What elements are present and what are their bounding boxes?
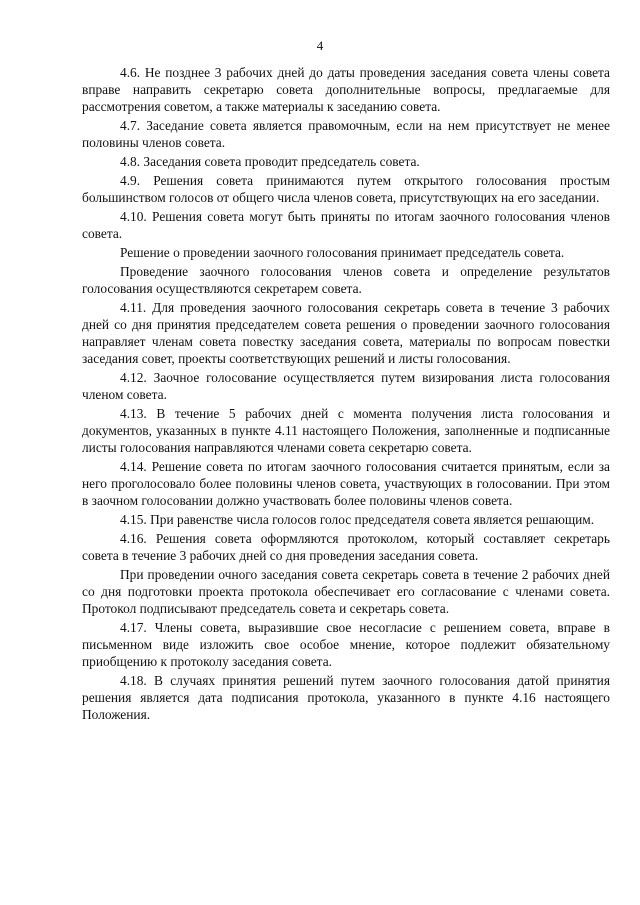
- paragraph-4-10: 4.10. Решения совета могут быть приняты по итогам заочного голосования членов совета.: [82, 209, 610, 241]
- paragraph-4-15: 4.15. При равенстве числа голосов голос председателя совета является решающим.: [120, 512, 595, 527]
- paragraph-4-8: 4.8. Заседания совета проводит председатель совета.: [120, 154, 420, 169]
- page-number: 4: [316, 38, 324, 53]
- paragraph-4-13: 4.13. В течение 5 рабочих дней с момента получения листа голосования и документов, указанных в пункте 4.11 настоящего Положения, заполненные и подписанные листы голосования направляются членами совета секретарю совета.: [82, 406, 610, 455]
- paragraph-4-14: 4.14. Решение совета по итогам заочного голосования считается принятым, если за него проголосовало более половины членов совета, участвующих в голосовании. При этом в заочном голосовании должно участвовать более половины членов совета.: [82, 459, 610, 508]
- paragraph-4-9: 4.9. Решения совета принимаются путем открытого голосования простым большинством голосов от общего числа членов совета, присутствующих на его заседании.: [82, 173, 610, 205]
- paragraph-4-10-decision: Решение о проведении заочного голосования принимает председатель совета.: [120, 245, 565, 260]
- paragraph-4-16: 4.16. Решения совета оформляются протоколом, который составляет секретарь совета в течение 3 рабочих дней со дня проведения заседания совета.: [82, 531, 610, 563]
- paragraph-4-7: 4.7. Заседание совета является правомочным, если на нем присутствует не менее половины членов совета.: [82, 118, 610, 150]
- document-body: [82, 64, 610, 725]
- paragraph-4-18: 4.18. В случаях принятия решений путем заочного голосования датой принятия решения является дата подписания протокола, указанного в пункте 4.16 настоящего Положения.: [82, 673, 610, 722]
- paragraph-4-16-approval: При проведении очного заседания совета секретарь совета в течение 2 рабочих дней со дня подготовки проекта протокола обеспечивает его согласование с членами совета. Протокол подписывают председатель совета и секретарь совета.: [82, 567, 610, 616]
- paragraph-4-10-conduct: Проведение заочного голосования членов совета и определение результатов голосования осуществляются секретарем совета.: [82, 264, 610, 296]
- paragraph-4-12: 4.12. Заочное голосование осуществляется путем визирования листа голосования членом совета.: [82, 370, 610, 402]
- paragraph-4-6: 4.6. Не позднее 3 рабочих дней до даты проведения заседания совета члены совета вправе направить секретарю совета дополнительные вопросы, предлагаемые для рассмотрения советом, а также материалы к заседанию совета.: [82, 65, 610, 114]
- paragraph-4-11: 4.11. Для проведения заочного голосования секретарь совета в течение 3 рабочих дней со дня принятия председателем совета решения о проведении заочного голосования направляет членам совета повестку заседания совета, материалы по вопросам повестки заседания совет, проекты соответствующих решений и листы голосования.: [82, 300, 610, 366]
- paragraph-4-17: 4.17. Члены совета, выразившие свое несогласие с решением совета, вправе в письменном виде изложить свое особое мнение, которое подлежит обязательному приобщению к протоколу заседания совета.: [82, 620, 610, 669]
